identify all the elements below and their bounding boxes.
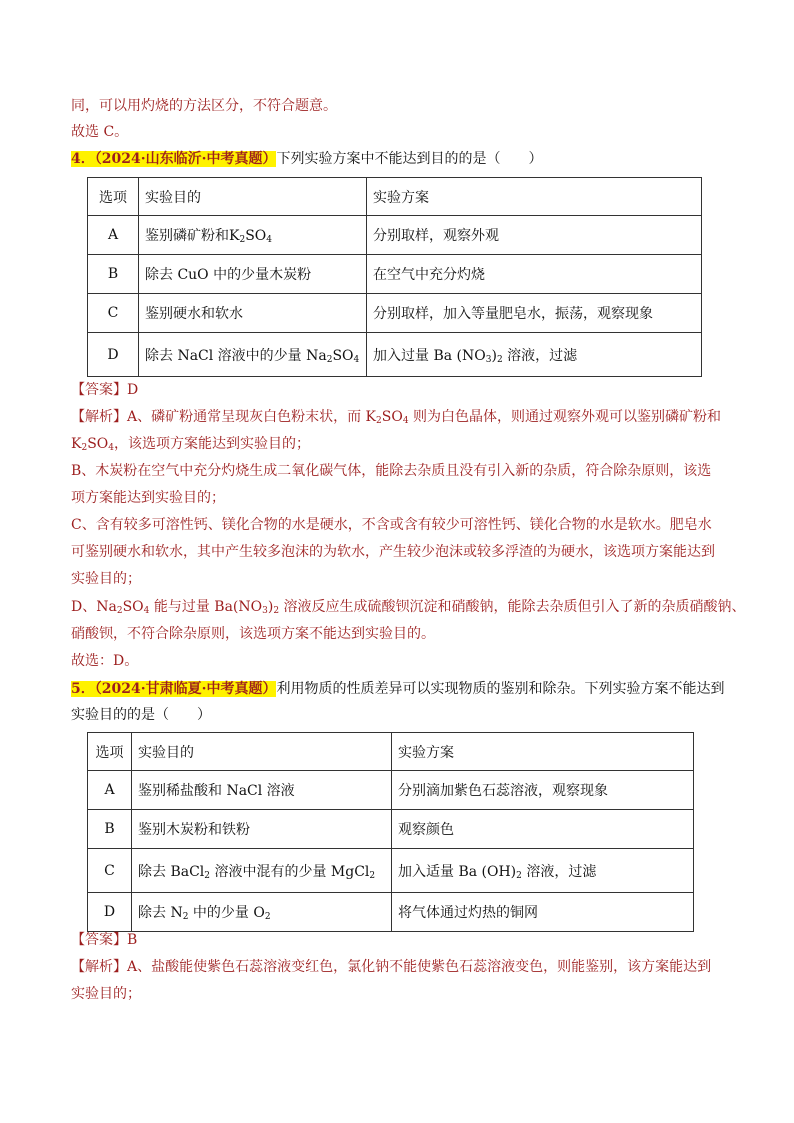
question-5-stem: [71, 678, 724, 700]
header-option: 选项: [88, 733, 132, 771]
row-option: B: [88, 810, 132, 849]
question-5-stem-line-2: 实验目的的是（ ）: [71, 707, 211, 723]
row-plan: 分别取样，加入等量肥皂水，振荡，观察现象: [367, 294, 702, 333]
row-plan: 分别滴加紫色石蕊溶液，观察现象: [392, 771, 694, 810]
table-row: [88, 333, 702, 377]
row-option: D: [88, 893, 132, 932]
row-option: A: [88, 771, 132, 810]
question-5-analysis-line: 实验目的；: [71, 986, 141, 1002]
header-plan: 实验方案: [367, 178, 702, 216]
row-option: A: [88, 216, 139, 255]
header-aim: 实验目的: [139, 178, 367, 216]
row-plan: 观察颜色: [392, 810, 694, 849]
question-4-conclusion: 故选：D。: [71, 653, 139, 669]
question-5-analysis-line: 【解析】A、盐酸能使紫色石蕊溶液变红色，氯化钠不能使紫色石蕊溶液变色，则能鉴别，该方案能达到: [71, 959, 712, 975]
question-4-analysis-line: C、含有较多可溶性钙、镁化合物的水是硬水，不含或含有较少可溶性钙、镁化合物的水是软水。肥皂水: [71, 517, 712, 533]
header-plan: 实验方案: [392, 733, 694, 771]
question-4-table: [87, 177, 702, 377]
row-aim: 鉴别磷矿粉和$K_2SO_4$: [139, 216, 367, 255]
question-5-source-tag: 5．（2024·甘肃临夏·中考真题）: [71, 681, 277, 697]
question-4-analysis-line: 【解析】A、磷矿粉通常呈现灰白色粉末状，而 $K_2SO_4$ 则为白色晶体，则通过观察外观可以鉴别磷矿粉和: [71, 409, 722, 426]
row-option: D: [88, 333, 139, 377]
question-4-stem: [71, 148, 542, 170]
row-aim: 鉴别木炭粉和铁粉: [132, 810, 392, 849]
question-4-answer: 【答案】D: [71, 382, 139, 398]
question-4-source-tag: 4．（2024·山东临沂·中考真题）: [71, 151, 277, 167]
question-4-analysis-line: $K_2SO_4$，该选项方案能达到实验目的；: [71, 436, 311, 453]
question-4-text: 下列实验方案中不能达到目的的是（ ）: [276, 151, 543, 167]
row-aim: 除去 NaCl 溶液中的少量 $Na_2SO_4$: [139, 333, 367, 377]
continued-text-line-2: 故选 C。: [71, 124, 129, 140]
question-4-analysis-line: B、木炭粉在空气中充分灼烧生成二氧化碳气体，能除去杂质且没有引入新的杂质，符合除杂原则，该选: [71, 463, 712, 479]
table-header-row: [88, 178, 702, 216]
question-4-analysis-line: 项方案能达到实验目的；: [71, 490, 225, 506]
row-plan: 加入过量 Ba $(NO_3)_2$ 溶液，过滤: [367, 333, 702, 377]
table-header-row: [88, 733, 694, 771]
table-row: [88, 771, 694, 810]
question-4-analysis-line: 可鉴别硬水和软水，其中产生较多泡沫的为软水，产生较少泡沫或较多浮渣的为硬水，该选项方案能达到: [71, 544, 715, 560]
question-4-analysis-line: D、$Na_2SO_4$ 能与过量 $Ba(NO_3)_2$ 溶液反应生成硫酸钡沉淀和硝酸钠，能除去杂质但引入了新的杂质硝酸钠、: [71, 599, 746, 616]
table-row: [88, 216, 702, 255]
header-option: 选项: [88, 178, 139, 216]
row-option: C: [88, 849, 132, 893]
continued-text-line-1: 同，可以用灼烧的方法区分，不符合题意。: [71, 98, 337, 114]
question-5-answer: 【答案】B: [71, 932, 138, 948]
table-row: [88, 294, 702, 333]
question-5-text: 利用物质的性质差异可以实现物质的鉴别和除杂。下列实验方案不能达到: [276, 681, 725, 697]
row-plan: 在空气中充分灼烧: [367, 255, 702, 294]
table-row: [88, 893, 694, 932]
row-plan: 加入适量 Ba $(OH)_2$ 溶液，过滤: [392, 849, 694, 893]
table-row: [88, 810, 694, 849]
row-plan: 将气体通过灼热的铜网: [392, 893, 694, 932]
header-aim: 实验目的: [132, 733, 392, 771]
row-aim: 除去 BaCl$_2$ 溶液中混有的少量 MgCl$_2$: [132, 849, 392, 893]
question-4-analysis-line: 实验目的；: [71, 571, 141, 587]
table-row: [88, 255, 702, 294]
row-aim: 除去 $N_2$ 中的少量 $O_2$: [132, 893, 392, 932]
row-option: C: [88, 294, 139, 333]
row-plan: 分别取样，观察外观: [367, 216, 702, 255]
table-row: [88, 849, 694, 893]
question-5-table: [87, 732, 694, 932]
row-aim: 鉴别稀盐酸和 NaCl 溶液: [132, 771, 392, 810]
question-4-analysis-line: 硝酸钡，不符合除杂原则，该选项方案不能达到实验目的。: [71, 626, 435, 642]
row-aim: 鉴别硬水和软水: [139, 294, 367, 333]
row-option: B: [88, 255, 139, 294]
row-aim: 除去 CuO 中的少量木炭粉: [139, 255, 367, 294]
